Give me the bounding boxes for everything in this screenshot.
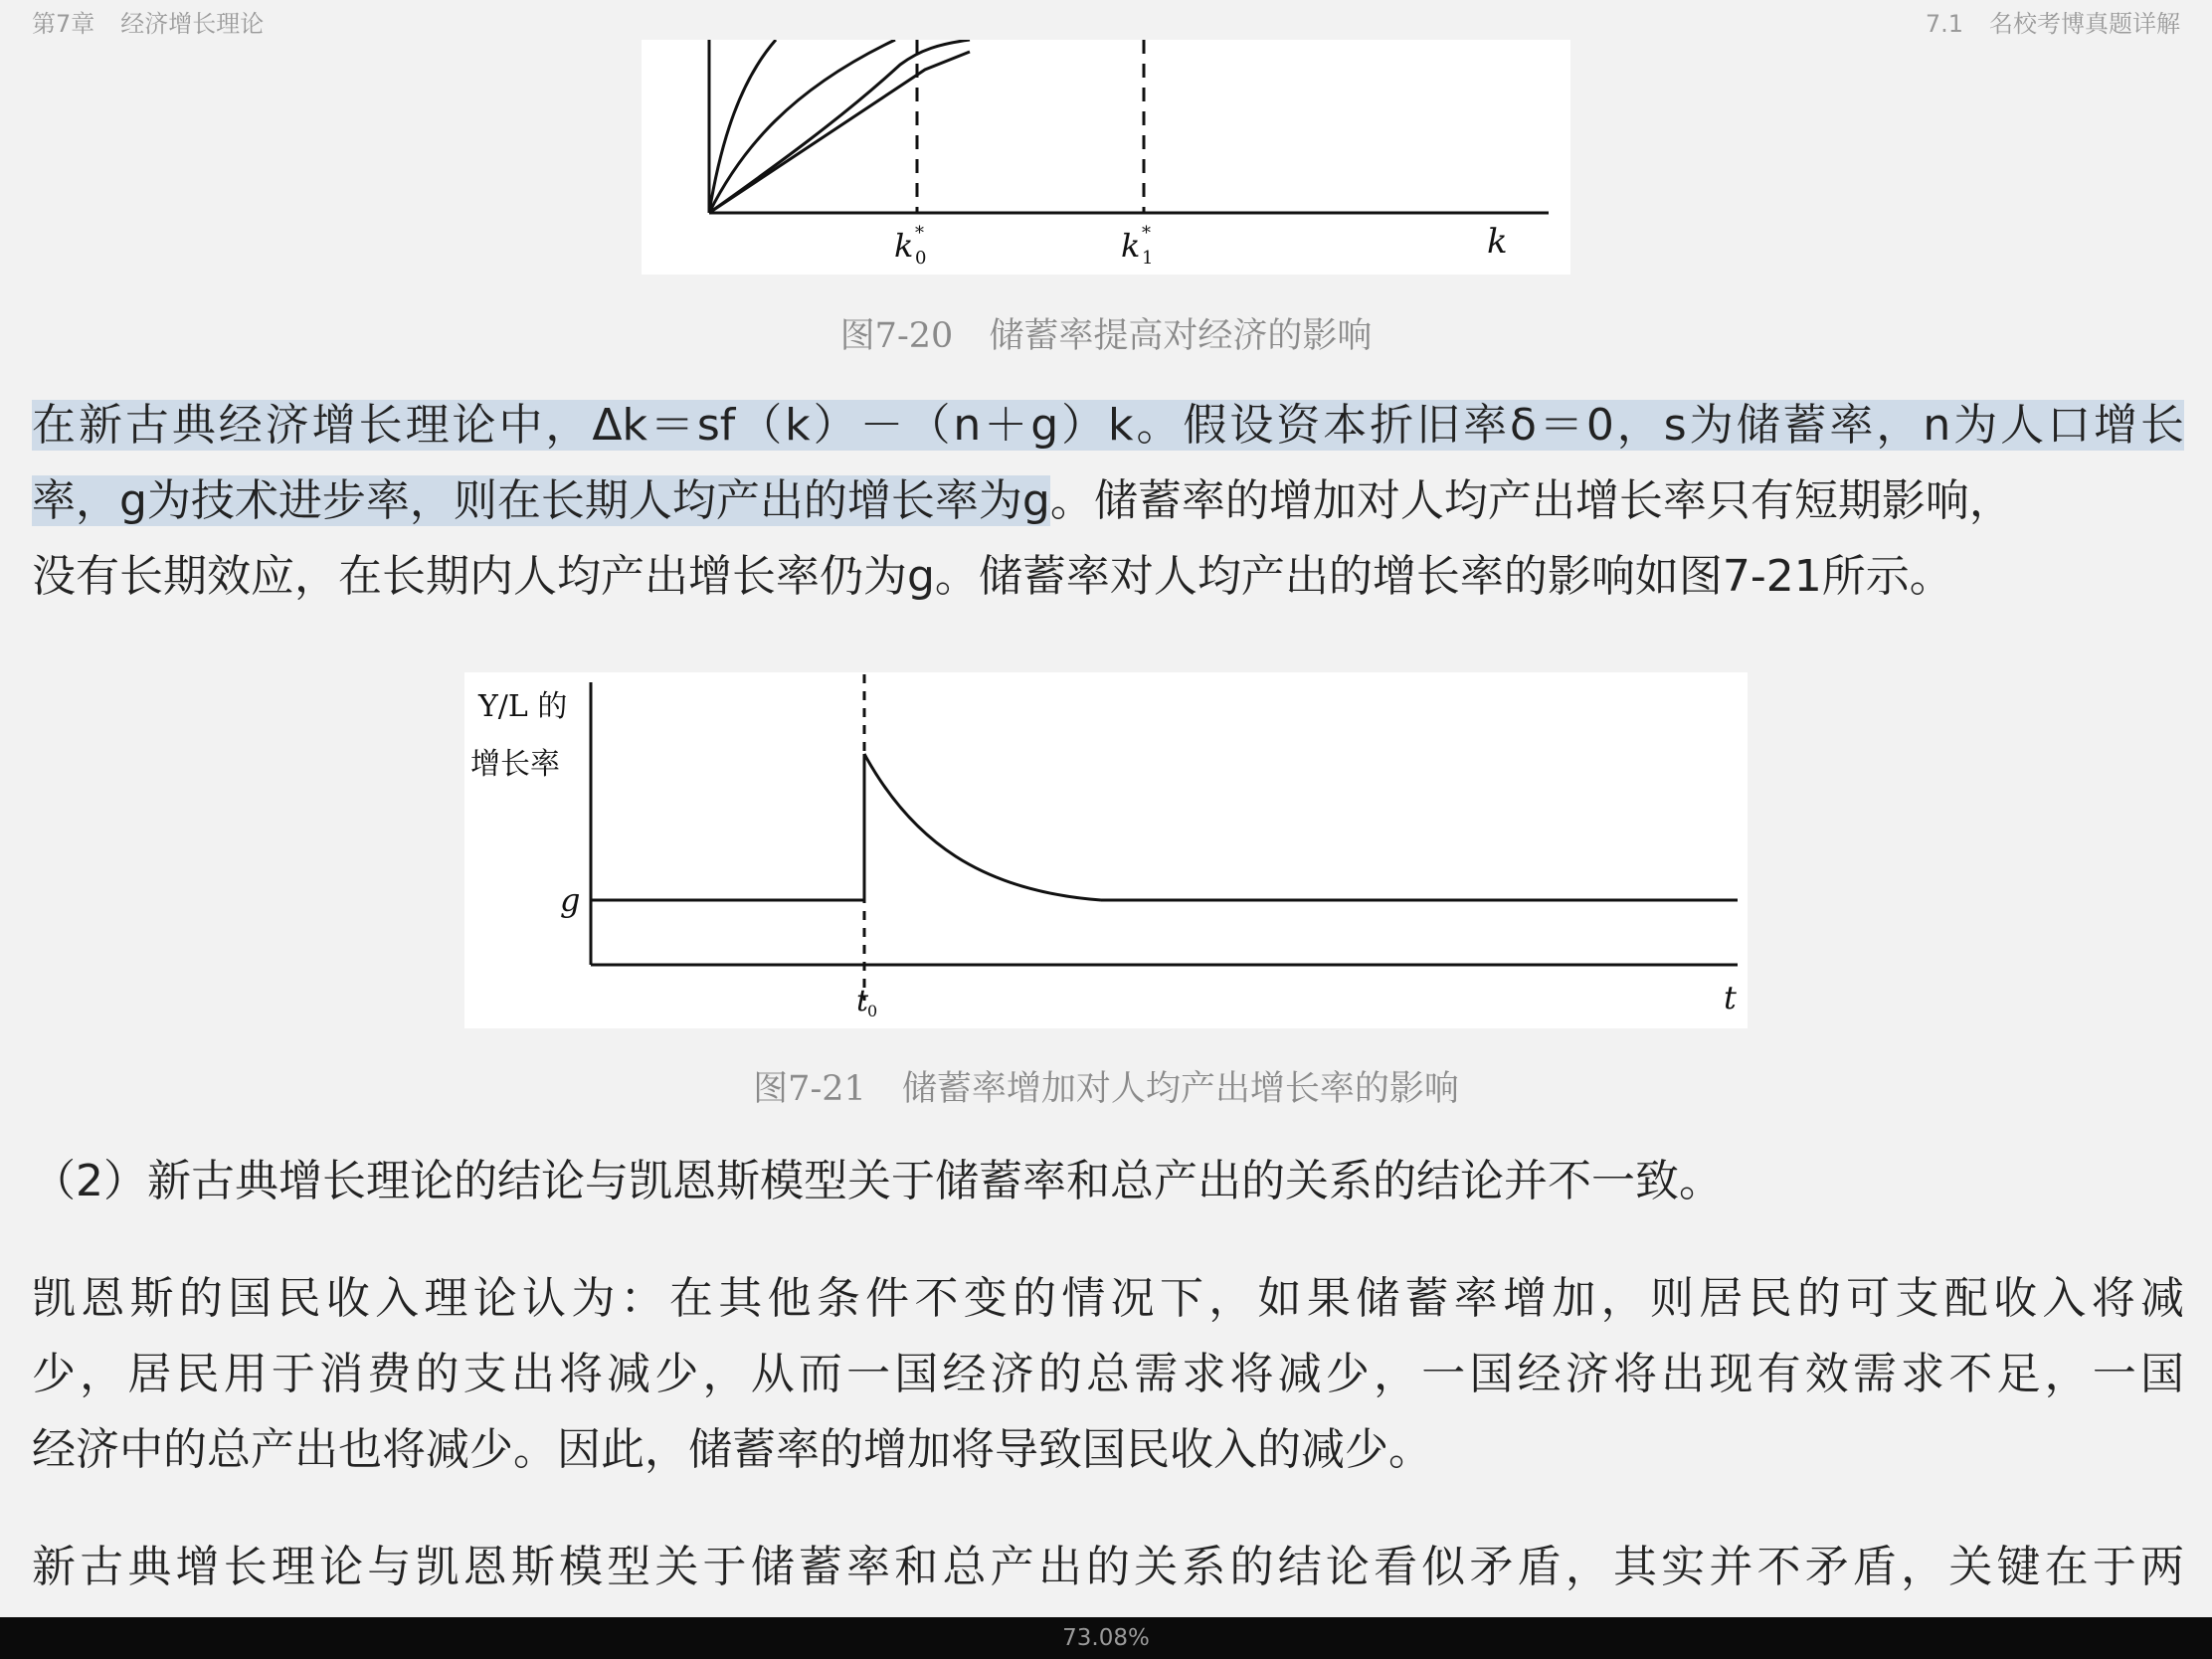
production-curve-2: [709, 40, 895, 213]
x-axis-label: t: [1724, 979, 1737, 1016]
paragraph-1: [32, 388, 2184, 615]
paragraph-3-line-3: 经济中的总产出也将减少。因此，储蓄率的增加将导致国民收入的减少。: [32, 1424, 1432, 1475]
t0-sub: 0: [867, 1002, 878, 1020]
x-axis-label: k: [1487, 222, 1508, 262]
section-header: [1926, 4, 2180, 39]
paragraph-4: [32, 1530, 2184, 1605]
figure-7-20-svg: [642, 40, 1570, 275]
g-label: g: [560, 881, 581, 919]
figure-7-21: [464, 672, 1748, 1028]
figure-7-21-svg: [464, 672, 1748, 1028]
k1-star: *: [1142, 223, 1151, 244]
production-curve-1: [709, 40, 776, 213]
paragraph-1-line-2[interactable]: 率，g为技术进步率，则在长期人均产出的增长率为g。储蓄率的增加对人均产出增长率只有短期影响，: [32, 475, 2013, 526]
figure-7-21-caption: [0, 1061, 2212, 1111]
chapter-title: 经济增长理论: [120, 10, 265, 38]
figure-7-20-number: 图7-20: [839, 316, 954, 356]
section-title: 名校考博真题详解: [1989, 10, 2180, 38]
paragraph-3-line-1: 凯恩斯的国民收入理论认为：在其他条件不变的情况下，如果储蓄率增加，则居民的可支配收入将减: [32, 1273, 2184, 1324]
paragraph-2: [32, 1144, 2184, 1219]
figure-7-21-number: 图7-21: [753, 1069, 866, 1109]
reading-progress-bar[interactable]: [0, 1617, 2212, 1659]
k0-sub: 0: [915, 248, 927, 269]
paragraph-3: [32, 1261, 2184, 1488]
paragraph-1-line-3: 没有长期效应，在长期内人均产出增长率仍为g。储蓄率对人均产出的增长率的影响如图7-21所示。: [32, 551, 1953, 602]
paragraph-4-line-1: 新古典增长理论与凯恩斯模型关于储蓄率和总产出的关系的结论看似矛盾，其实并不矛盾，关键在于两: [32, 1542, 2184, 1592]
paragraph-1-line-1[interactable]: 在新古典经济增长理论中，Δk＝sf（k）－（n＋g）k。假设资本折旧率δ＝0，s为储蓄率，n为人口增长: [32, 400, 2184, 451]
k1-sub: 1: [1142, 248, 1154, 269]
y-axis-label-1: Y/L 的: [478, 689, 568, 724]
investment-line: [709, 52, 970, 213]
paragraph-3-line-2: 少，居民用于消费的支出将减少，从而一国经济的总需求将减少，一国经济将出现有效需求不足，一国: [32, 1349, 2184, 1399]
figure-7-20: [642, 40, 1570, 275]
figure-7-21-title: 储蓄率增加对人均产出增长率的影响: [901, 1069, 1459, 1109]
highlighted-text[interactable]: 率，g为技术进步率，则在长期人均产出的增长率为g: [32, 475, 1050, 526]
figure-7-20-caption: [0, 308, 2212, 358]
figure-7-20-title: 储蓄率提高对经济的影响: [989, 316, 1373, 356]
t0-label: t: [856, 984, 869, 1018]
k0-label: k: [894, 227, 914, 265]
growth-decay-curve: [864, 754, 1101, 900]
section-number: 7.1: [1925, 10, 1963, 38]
k1-label: k: [1121, 227, 1141, 265]
k0-star: *: [915, 223, 924, 244]
chapter-number: 第7章: [32, 10, 95, 38]
paragraph-2-line-1: （2）新古典增长理论的结论与凯恩斯模型关于储蓄率和总产出的关系的结论并不一致。: [32, 1156, 1723, 1206]
reading-progress-percent: 73.08%: [1062, 1625, 1150, 1651]
y-axis-label-2: 增长率: [470, 747, 560, 782]
chapter-header: [32, 4, 264, 39]
